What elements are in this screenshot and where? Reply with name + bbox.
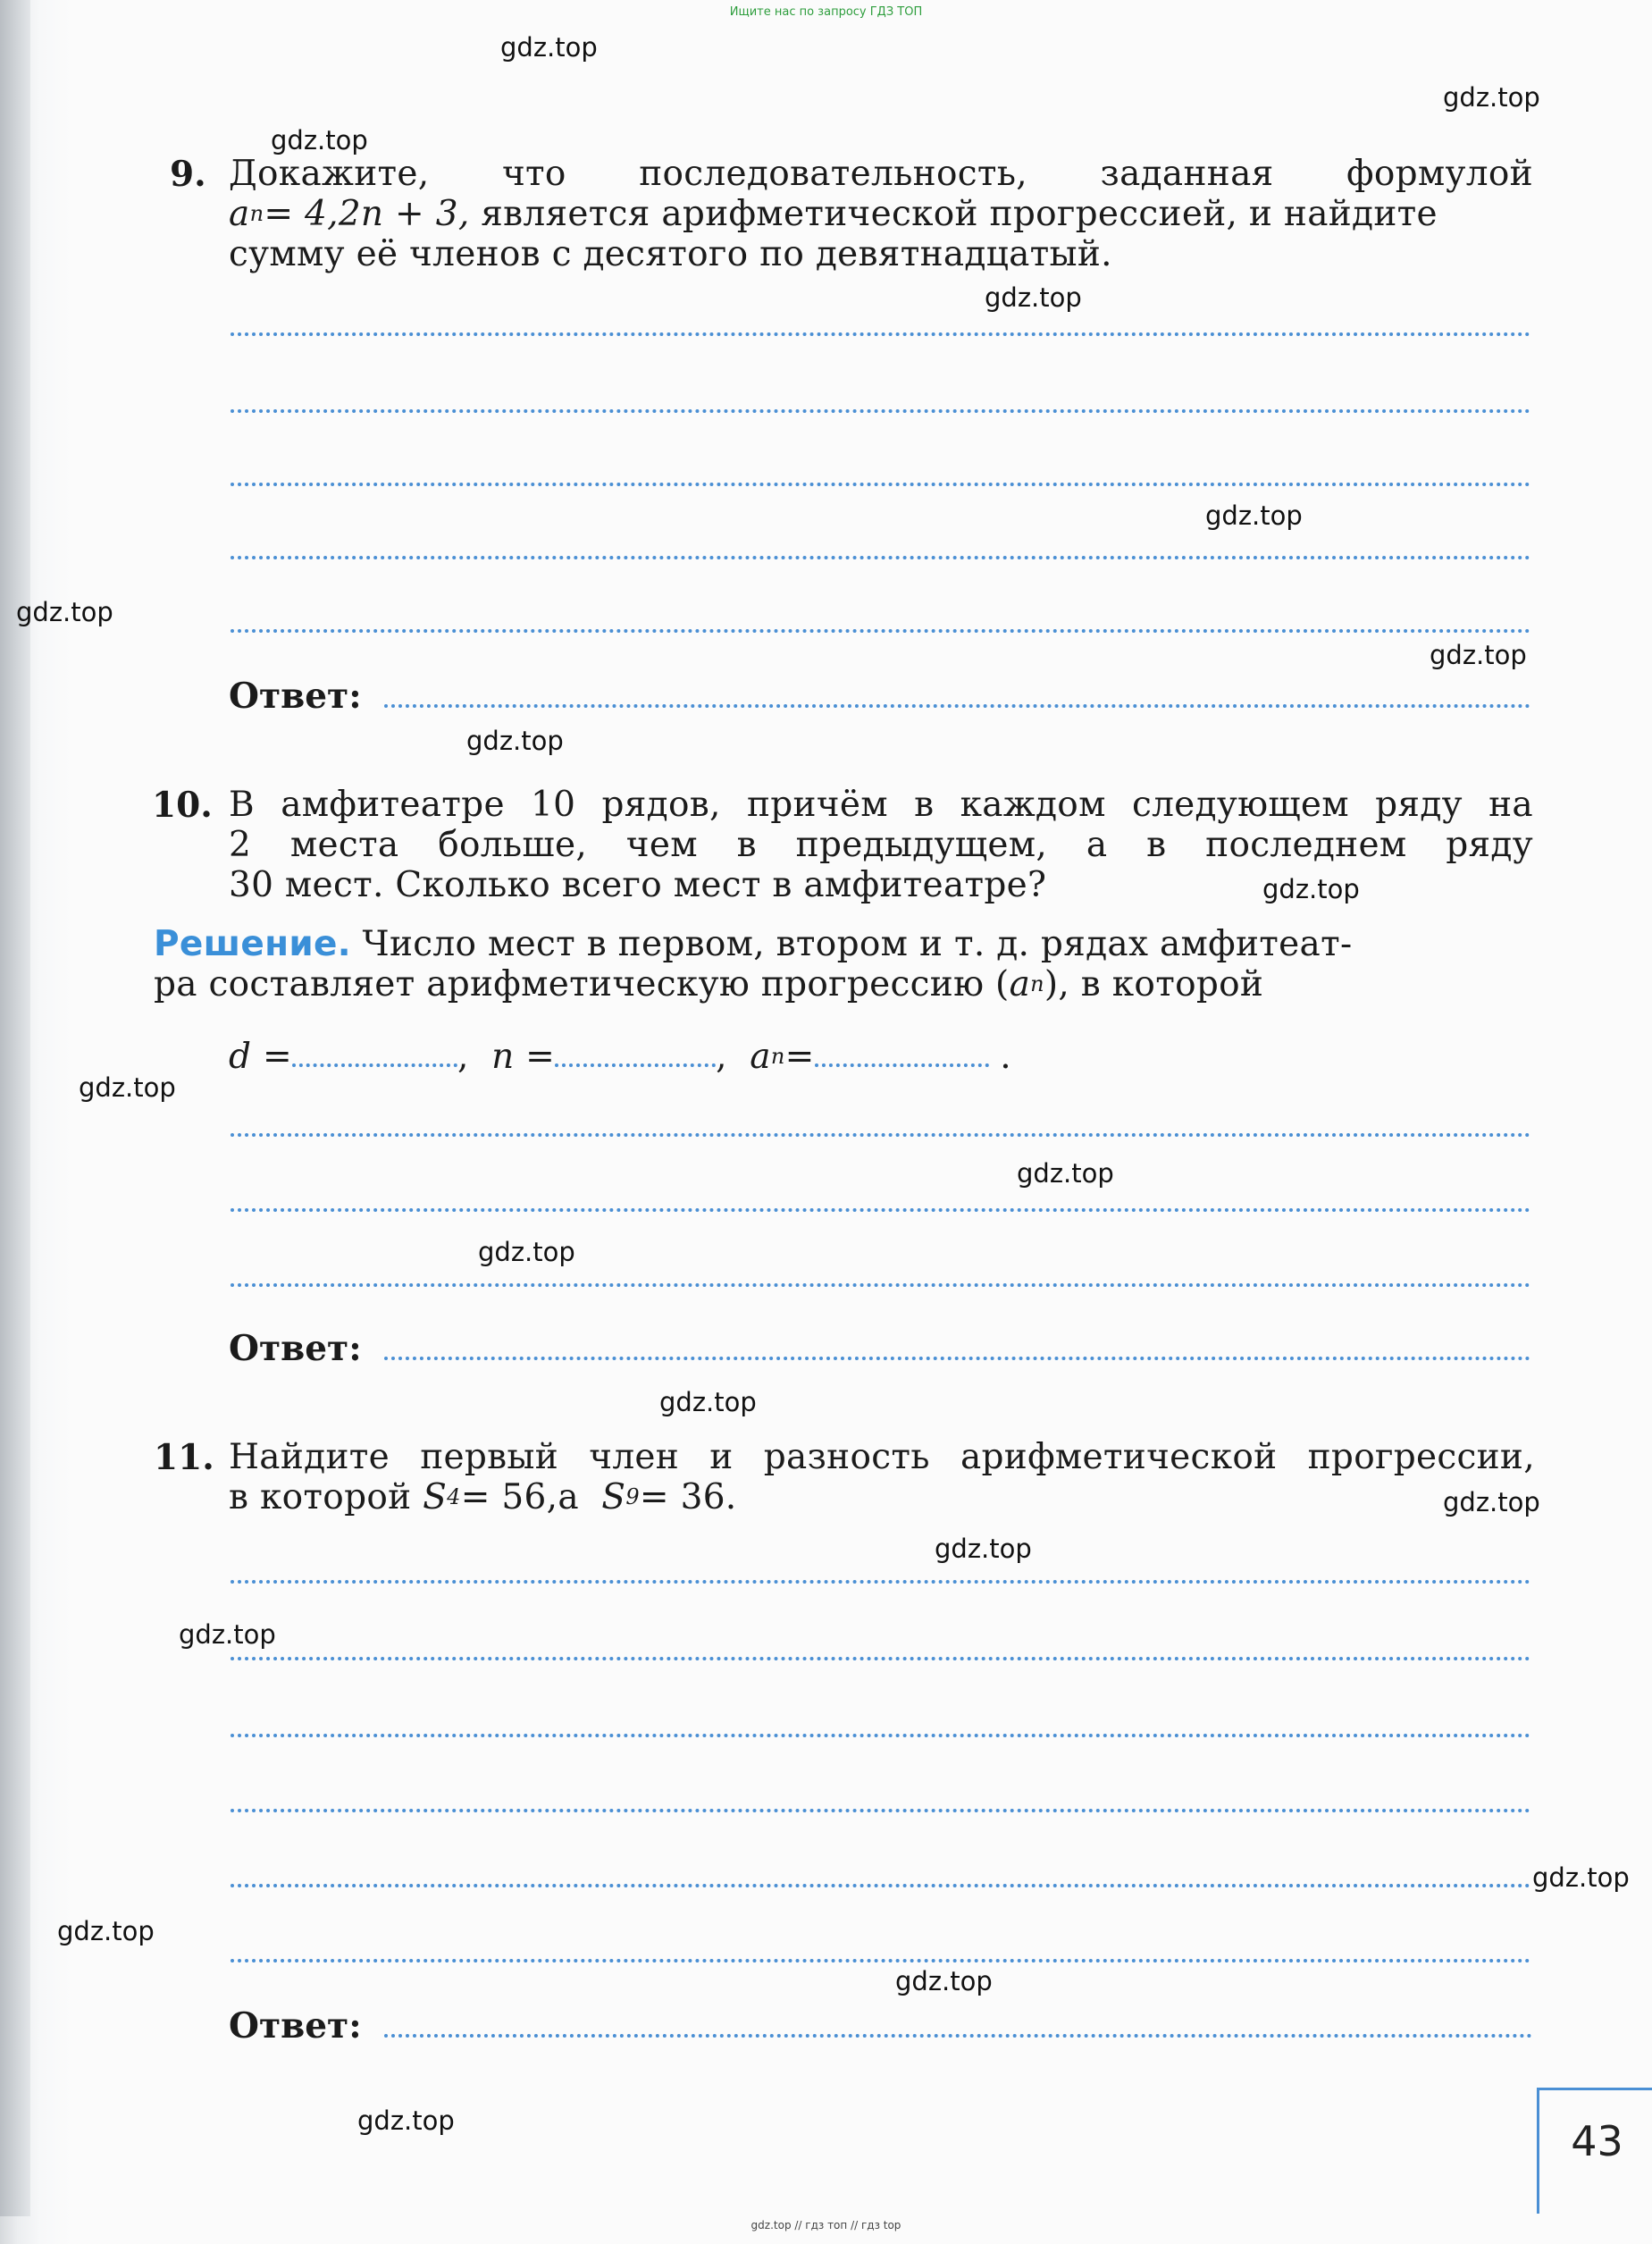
task-11-line-2: в которой S 4 = 56, а S 9 = 36. [229, 1477, 737, 1517]
watermark: gdz.top [1017, 1158, 1114, 1189]
d-label: d = [229, 1037, 292, 1077]
watermark: gdz.top [466, 726, 564, 756]
bottom-site-notice: gdz.top // гдз топ // гдз top [751, 2219, 901, 2231]
task-9-text [229, 154, 1533, 274]
solution-label: Решение. [154, 924, 351, 964]
answer-writing-line[interactable] [231, 483, 1530, 486]
task-11-number: 11. [154, 1437, 214, 1478]
task-10-solution [154, 924, 1534, 1004]
task-9-line-1: Докажите, что последовательность, заданная формулой [229, 154, 1533, 194]
task-9-number: 9. [170, 154, 206, 195]
answer-writing-line[interactable] [231, 1809, 1530, 1812]
task-10-line-2: 2 места больше, чем в предыдущем, а в последнем ряду [229, 825, 1533, 865]
watermark: gdz.top [357, 2105, 455, 2136]
answer-writing-line[interactable] [231, 1657, 1530, 1660]
solution-line-1: Решение. Число мест в первом, втором и т. д. рядах амфитеат- [154, 924, 1353, 964]
watermark: gdz.top [1430, 640, 1527, 670]
watermark: gdz.top [1443, 82, 1540, 113]
d-input-blank[interactable] [292, 1037, 457, 1067]
answer-writing-line[interactable] [231, 629, 1530, 633]
watermark: gdz.top [1443, 1487, 1540, 1517]
task-11-text [229, 1437, 1535, 1517]
s4-value: = 56, [460, 1477, 558, 1517]
task-10-line-3: 30 мест. Сколько всего мест в амфитеатре? [229, 865, 1047, 905]
watermark: gdz.top [478, 1237, 575, 1267]
watermark: gdz.top [935, 1534, 1032, 1564]
task-10-text [229, 785, 1533, 905]
n-label: n = [491, 1037, 556, 1077]
task-9-line-3: сумму её членов с десятого по девятнадцатый. [229, 234, 1112, 274]
watermark: gdz.top [659, 1387, 757, 1417]
watermark: gdz.top [500, 32, 598, 63]
task-10-answer-line[interactable] [384, 1357, 1530, 1360]
task-9-line-2: a n = 4,2n + 3, является арифметической прогрессией, и найдите [229, 194, 1438, 234]
s9-value: = 36. [639, 1477, 737, 1517]
answer-writing-line[interactable] [231, 1580, 1530, 1584]
page-number-box [1537, 2088, 1652, 2214]
watermark: gdz.top [57, 1916, 155, 1946]
answer-writing-line[interactable] [231, 332, 1530, 336]
task-10-number: 10. [152, 785, 213, 826]
watermark: gdz.top [1205, 500, 1303, 531]
n-input-blank[interactable] [555, 1037, 716, 1067]
task-10-values: d = , n = , a n = . [229, 1037, 1011, 1077]
watermark: gdz.top [1262, 874, 1360, 904]
watermark: gdz.top [1532, 1862, 1630, 1893]
watermark: gdz.top [79, 1072, 176, 1103]
answer-writing-line[interactable] [231, 1959, 1530, 1962]
task-11-answer-line[interactable] [384, 2034, 1532, 2038]
watermark: gdz.top [985, 282, 1082, 313]
task-10-answer-label: Ответ: [229, 1328, 362, 1369]
answer-writing-line[interactable] [231, 1283, 1530, 1287]
an-input-blank[interactable] [815, 1037, 989, 1067]
watermark: gdz.top [271, 125, 368, 155]
task-11-line-1: Найдите первый член и разность арифметической прогрессии, [229, 1437, 1535, 1477]
answer-writing-line[interactable] [231, 1734, 1530, 1737]
answer-writing-line[interactable] [231, 409, 1530, 413]
task-11-answer-label: Ответ: [229, 2005, 362, 2046]
task-9-answer-label: Ответ: [229, 676, 362, 717]
answer-writing-line[interactable] [231, 556, 1530, 559]
answer-writing-line[interactable] [231, 1208, 1530, 1212]
watermark: gdz.top [895, 1966, 993, 1996]
page-number: 43 [1571, 2117, 1623, 2165]
task-9-formula: = 4,2n + 3, [264, 194, 470, 234]
watermark: gdz.top [179, 1619, 276, 1650]
task-10-line-1: В амфитеатре 10 рядов, причём в каждом следующем ряду на [229, 785, 1533, 825]
solution-line-2: ра составляет арифметическую прогрессию ( a n ), в которой [154, 964, 1264, 1004]
answer-writing-line[interactable] [231, 1133, 1530, 1137]
watermark: gdz.top [16, 597, 113, 627]
book-spine-shadow [0, 0, 30, 2216]
an-label: = [784, 1037, 815, 1077]
top-search-notice: Ищите нас по запросу ГДЗ ТОП [729, 5, 923, 19]
answer-writing-line[interactable] [231, 1884, 1530, 1887]
task-9-answer-line[interactable] [384, 704, 1530, 708]
